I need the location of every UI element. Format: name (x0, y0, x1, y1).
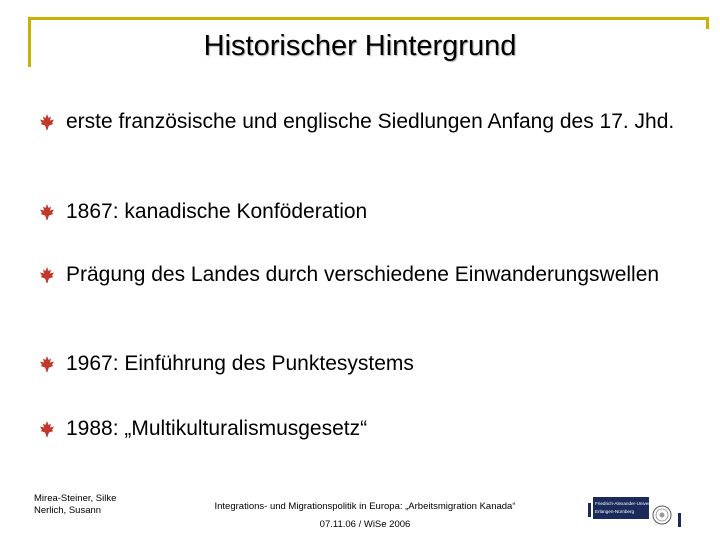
maple-leaf-icon (38, 266, 56, 284)
slide-title: Historischer Hintergrund (203, 30, 517, 62)
maple-leaf-icon (38, 203, 56, 221)
maple-leaf-icon (38, 420, 56, 438)
footer-date: 07.11.06 / WiSe 2006 (319, 519, 411, 530)
footer-course: Integrations- und Migrationspolitik in Europa: „Arbeitsmigration Kanada“ (214, 501, 516, 512)
logo-text-1: Friedrich-Alexander-Universität (595, 501, 659, 506)
university-logo (588, 495, 684, 529)
footer-author (34, 493, 164, 517)
logo-text-2: Erlangen-Nürnberg (595, 509, 635, 514)
author-line: Nerlich, Susann (34, 505, 102, 516)
bullet-text: Prägung des Landes durch verschiedene Einwanderungswellen (66, 263, 660, 286)
author-line: Mirea-Steiner, Silke (34, 493, 117, 504)
maple-leaf-icon (38, 355, 56, 373)
maple-leaf-icon (38, 113, 56, 131)
bullet-text: erste französische und englische Siedlungen Anfang des 17. Jhd. (66, 110, 675, 133)
bullet-text: 1967: Einführung des Punktesystems (66, 352, 414, 375)
bullet-text: 1867: kanadische Konföderation (66, 200, 368, 223)
bullet-text: 1988: „Multikulturalismusgesetz“ (66, 417, 368, 440)
